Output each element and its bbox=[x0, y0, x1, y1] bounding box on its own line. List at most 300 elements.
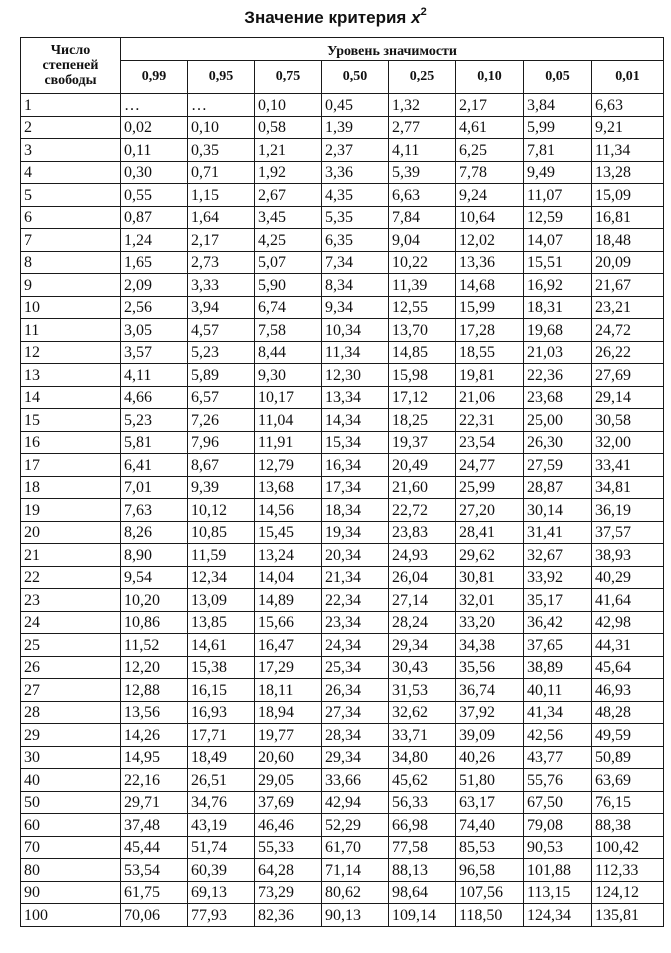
value-cell: 14,85 bbox=[389, 341, 456, 364]
value-cell: 22,34 bbox=[322, 589, 389, 612]
value-cell: 27,34 bbox=[322, 701, 389, 724]
value-cell: 2,17 bbox=[456, 94, 524, 117]
value-cell: 45,62 bbox=[389, 769, 456, 792]
value-cell: 5,39 bbox=[389, 161, 456, 184]
value-cell: 67,50 bbox=[524, 791, 592, 814]
value-cell: 61,70 bbox=[322, 836, 389, 859]
value-cell: 36,74 bbox=[456, 679, 524, 702]
value-cell: 17,71 bbox=[188, 724, 255, 747]
value-cell: 10,85 bbox=[188, 521, 255, 544]
value-cell: 24,77 bbox=[456, 454, 524, 477]
value-cell: 7,58 bbox=[255, 319, 322, 342]
value-cell: 27,20 bbox=[456, 499, 524, 522]
value-cell: 4,57 bbox=[188, 319, 255, 342]
value-cell: 88,38 bbox=[592, 814, 664, 837]
value-cell: 109,14 bbox=[389, 904, 456, 927]
value-cell: 1,21 bbox=[255, 139, 322, 162]
value-cell: 8,67 bbox=[188, 454, 255, 477]
value-cell: 7,01 bbox=[121, 476, 188, 499]
column-header: 0,95 bbox=[188, 61, 255, 94]
column-header: 0,50 bbox=[322, 61, 389, 94]
value-cell: 11,34 bbox=[322, 341, 389, 364]
value-cell: 96,58 bbox=[456, 859, 524, 882]
df-column-header: Число степеней свободы bbox=[21, 38, 121, 94]
value-cell: 14,68 bbox=[456, 274, 524, 297]
df-cell: 21 bbox=[21, 544, 121, 567]
value-cell: 1,92 bbox=[255, 161, 322, 184]
value-cell: 15,34 bbox=[322, 431, 389, 454]
df-cell: 23 bbox=[21, 589, 121, 612]
column-header: 0,25 bbox=[389, 61, 456, 94]
value-cell: 30,43 bbox=[389, 656, 456, 679]
value-cell: 29,62 bbox=[456, 544, 524, 567]
value-cell: 3,45 bbox=[255, 206, 322, 229]
value-cell: 1,39 bbox=[322, 116, 389, 139]
value-cell: 19,37 bbox=[389, 431, 456, 454]
value-cell: 1,65 bbox=[121, 251, 188, 274]
value-cell: 37,48 bbox=[121, 814, 188, 837]
value-cell: 13,85 bbox=[188, 611, 255, 634]
value-cell: 5,81 bbox=[121, 431, 188, 454]
value-cell: 40,26 bbox=[456, 746, 524, 769]
title-symbol: x bbox=[411, 8, 421, 27]
value-cell: 0,02 bbox=[121, 116, 188, 139]
value-cell: 36,42 bbox=[524, 611, 592, 634]
value-cell: 17,29 bbox=[255, 656, 322, 679]
value-cell: 39,09 bbox=[456, 724, 524, 747]
value-cell: 25,99 bbox=[456, 476, 524, 499]
value-cell: 0,71 bbox=[188, 161, 255, 184]
table-row bbox=[21, 454, 664, 477]
value-cell: 15,38 bbox=[188, 656, 255, 679]
value-cell: 14,07 bbox=[524, 229, 592, 252]
value-cell: 7,34 bbox=[322, 251, 389, 274]
value-cell: 0,58 bbox=[255, 116, 322, 139]
table-row bbox=[21, 814, 664, 837]
value-cell: 12,20 bbox=[121, 656, 188, 679]
value-cell: 77,58 bbox=[389, 836, 456, 859]
value-cell: 13,24 bbox=[255, 544, 322, 567]
df-cell: 18 bbox=[21, 476, 121, 499]
value-cell: 26,34 bbox=[322, 679, 389, 702]
df-cell: 6 bbox=[21, 206, 121, 229]
value-cell: 37,69 bbox=[255, 791, 322, 814]
value-cell: 9,39 bbox=[188, 476, 255, 499]
table-row bbox=[21, 229, 664, 252]
table-row bbox=[21, 319, 664, 342]
table-row bbox=[21, 296, 664, 319]
value-cell: 55,76 bbox=[524, 769, 592, 792]
value-cell: 1,32 bbox=[389, 94, 456, 117]
df-cell: 4 bbox=[21, 161, 121, 184]
value-cell: 15,66 bbox=[255, 611, 322, 634]
value-cell: 12,02 bbox=[456, 229, 524, 252]
value-cell: 18,25 bbox=[389, 409, 456, 432]
value-cell: 23,68 bbox=[524, 386, 592, 409]
value-cell: 14,61 bbox=[188, 634, 255, 657]
value-cell: 9,21 bbox=[592, 116, 664, 139]
value-cell: 2,67 bbox=[255, 184, 322, 207]
value-cell: 63,69 bbox=[592, 769, 664, 792]
value-cell: 40,29 bbox=[592, 566, 664, 589]
table-row bbox=[21, 836, 664, 859]
df-cell: 90 bbox=[21, 881, 121, 904]
value-cell: 22,31 bbox=[456, 409, 524, 432]
value-cell: 45,44 bbox=[121, 836, 188, 859]
value-cell: 7,81 bbox=[524, 139, 592, 162]
value-cell: 26,22 bbox=[592, 341, 664, 364]
df-cell: 25 bbox=[21, 634, 121, 657]
value-cell: 14,26 bbox=[121, 724, 188, 747]
value-cell: 0,30 bbox=[121, 161, 188, 184]
value-cell: 43,19 bbox=[188, 814, 255, 837]
table-row bbox=[21, 589, 664, 612]
value-cell: 22,16 bbox=[121, 769, 188, 792]
value-cell: 5,35 bbox=[322, 206, 389, 229]
value-cell: 56,33 bbox=[389, 791, 456, 814]
value-cell: 50,89 bbox=[592, 746, 664, 769]
value-cell: 3,36 bbox=[322, 161, 389, 184]
value-cell: 42,56 bbox=[524, 724, 592, 747]
value-cell: 98,64 bbox=[389, 881, 456, 904]
value-cell: 8,34 bbox=[322, 274, 389, 297]
df-cell: 28 bbox=[21, 701, 121, 724]
value-cell: 20,49 bbox=[389, 454, 456, 477]
value-cell: 77,93 bbox=[188, 904, 255, 927]
value-cell: 34,38 bbox=[456, 634, 524, 657]
value-cell: 5,89 bbox=[188, 364, 255, 387]
value-cell: 13,34 bbox=[322, 386, 389, 409]
value-cell: 2,73 bbox=[188, 251, 255, 274]
value-cell: 38,93 bbox=[592, 544, 664, 567]
value-cell: 7,63 bbox=[121, 499, 188, 522]
df-cell: 60 bbox=[21, 814, 121, 837]
df-cell: 1 bbox=[21, 94, 121, 117]
value-cell: 53,54 bbox=[121, 859, 188, 882]
value-cell: 2,37 bbox=[322, 139, 389, 162]
value-cell: 60,39 bbox=[188, 859, 255, 882]
value-cell: 21,03 bbox=[524, 341, 592, 364]
value-cell: 34,76 bbox=[188, 791, 255, 814]
value-cell: 4,66 bbox=[121, 386, 188, 409]
table-row bbox=[21, 409, 664, 432]
table-row bbox=[21, 881, 664, 904]
value-cell: 32,67 bbox=[524, 544, 592, 567]
value-cell: 85,53 bbox=[456, 836, 524, 859]
value-cell: 18,94 bbox=[255, 701, 322, 724]
value-cell: 74,40 bbox=[456, 814, 524, 837]
value-cell: 30,58 bbox=[592, 409, 664, 432]
value-cell: 26,04 bbox=[389, 566, 456, 589]
value-cell: 3,05 bbox=[121, 319, 188, 342]
value-cell: 11,52 bbox=[121, 634, 188, 657]
table-row bbox=[21, 544, 664, 567]
value-cell: 19,68 bbox=[524, 319, 592, 342]
df-cell: 27 bbox=[21, 679, 121, 702]
significance-level-header: Уровень значимости bbox=[121, 38, 664, 61]
value-cell: 118,50 bbox=[456, 904, 524, 927]
table-row bbox=[21, 859, 664, 882]
value-cell: 12,79 bbox=[255, 454, 322, 477]
value-cell: 21,06 bbox=[456, 386, 524, 409]
value-cell: 34,80 bbox=[389, 746, 456, 769]
table-row bbox=[21, 431, 664, 454]
df-cell: 14 bbox=[21, 386, 121, 409]
value-cell: 2,09 bbox=[121, 274, 188, 297]
value-cell: 23,83 bbox=[389, 521, 456, 544]
value-cell: 30,14 bbox=[524, 499, 592, 522]
value-cell: 9,04 bbox=[389, 229, 456, 252]
value-cell: 12,34 bbox=[188, 566, 255, 589]
value-cell: 29,34 bbox=[389, 634, 456, 657]
table-row bbox=[21, 769, 664, 792]
df-cell: 40 bbox=[21, 769, 121, 792]
column-header: 0,05 bbox=[524, 61, 592, 94]
value-cell: 25,00 bbox=[524, 409, 592, 432]
value-cell: 7,78 bbox=[456, 161, 524, 184]
value-cell: 18,31 bbox=[524, 296, 592, 319]
value-cell: 14,34 bbox=[322, 409, 389, 432]
table-row bbox=[21, 499, 664, 522]
table-row bbox=[21, 364, 664, 387]
value-cell: 27,59 bbox=[524, 454, 592, 477]
value-cell: 16,93 bbox=[188, 701, 255, 724]
value-cell: 16,92 bbox=[524, 274, 592, 297]
value-cell: 44,31 bbox=[592, 634, 664, 657]
value-cell: 10,34 bbox=[322, 319, 389, 342]
df-cell: 100 bbox=[21, 904, 121, 927]
value-cell: 0,35 bbox=[188, 139, 255, 162]
value-cell: 7,26 bbox=[188, 409, 255, 432]
value-cell: 29,14 bbox=[592, 386, 664, 409]
value-cell: 5,90 bbox=[255, 274, 322, 297]
value-cell: 15,99 bbox=[456, 296, 524, 319]
value-cell: 90,53 bbox=[524, 836, 592, 859]
table-row bbox=[21, 116, 664, 139]
value-cell: 21,60 bbox=[389, 476, 456, 499]
df-cell: 26 bbox=[21, 656, 121, 679]
value-cell: 29,34 bbox=[322, 746, 389, 769]
page-title bbox=[0, 4, 671, 32]
value-cell: 4,35 bbox=[322, 184, 389, 207]
value-cell: 79,08 bbox=[524, 814, 592, 837]
value-cell: 5,23 bbox=[121, 409, 188, 432]
value-cell: 0,10 bbox=[255, 94, 322, 117]
df-cell: 17 bbox=[21, 454, 121, 477]
value-cell: 7,84 bbox=[389, 206, 456, 229]
df-cell: 9 bbox=[21, 274, 121, 297]
value-cell: 15,09 bbox=[592, 184, 664, 207]
table-row bbox=[21, 476, 664, 499]
value-cell: 27,14 bbox=[389, 589, 456, 612]
value-cell: 1,64 bbox=[188, 206, 255, 229]
value-cell: 42,94 bbox=[322, 791, 389, 814]
df-cell: 50 bbox=[21, 791, 121, 814]
value-cell: 32,01 bbox=[456, 589, 524, 612]
column-header: 0,01 bbox=[592, 61, 664, 94]
value-cell: 6,63 bbox=[389, 184, 456, 207]
value-cell: 33,41 bbox=[592, 454, 664, 477]
df-cell: 15 bbox=[21, 409, 121, 432]
value-cell: 6,57 bbox=[188, 386, 255, 409]
value-cell: 82,36 bbox=[255, 904, 322, 927]
value-cell: 71,14 bbox=[322, 859, 389, 882]
value-cell: 5,23 bbox=[188, 341, 255, 364]
table-row bbox=[21, 791, 664, 814]
table-row bbox=[21, 724, 664, 747]
value-cell: 5,07 bbox=[255, 251, 322, 274]
value-cell: 52,29 bbox=[322, 814, 389, 837]
table-row bbox=[21, 161, 664, 184]
value-cell: 32,62 bbox=[389, 701, 456, 724]
value-cell: 3,94 bbox=[188, 296, 255, 319]
value-cell: 41,34 bbox=[524, 701, 592, 724]
value-cell: 10,12 bbox=[188, 499, 255, 522]
value-cell: 2,56 bbox=[121, 296, 188, 319]
table-row bbox=[21, 611, 664, 634]
value-cell: 48,28 bbox=[592, 701, 664, 724]
value-cell: 51,74 bbox=[188, 836, 255, 859]
value-cell: 6,41 bbox=[121, 454, 188, 477]
title-text: Значение критерия bbox=[244, 8, 407, 27]
value-cell: 88,13 bbox=[389, 859, 456, 882]
value-cell: 28,34 bbox=[322, 724, 389, 747]
value-cell: 63,17 bbox=[456, 791, 524, 814]
table-row bbox=[21, 341, 664, 364]
value-cell: 31,53 bbox=[389, 679, 456, 702]
value-cell: 34,81 bbox=[592, 476, 664, 499]
value-cell: 26,30 bbox=[524, 431, 592, 454]
value-cell: 11,07 bbox=[524, 184, 592, 207]
value-cell: 80,62 bbox=[322, 881, 389, 904]
value-cell: 33,92 bbox=[524, 566, 592, 589]
df-cell: 5 bbox=[21, 184, 121, 207]
value-cell: 14,56 bbox=[255, 499, 322, 522]
value-cell: 5,99 bbox=[524, 116, 592, 139]
df-cell: 8 bbox=[21, 251, 121, 274]
value-cell: 23,34 bbox=[322, 611, 389, 634]
value-cell: 43,77 bbox=[524, 746, 592, 769]
value-cell: 4,61 bbox=[456, 116, 524, 139]
value-cell: 0,45 bbox=[322, 94, 389, 117]
df-cell: 22 bbox=[21, 566, 121, 589]
value-cell: 7,96 bbox=[188, 431, 255, 454]
table-row bbox=[21, 634, 664, 657]
df-cell: 30 bbox=[21, 746, 121, 769]
df-cell: 16 bbox=[21, 431, 121, 454]
value-cell: 16,15 bbox=[188, 679, 255, 702]
column-header: 0,10 bbox=[456, 61, 524, 94]
value-cell: 46,46 bbox=[255, 814, 322, 837]
value-cell: 19,81 bbox=[456, 364, 524, 387]
value-cell: 38,89 bbox=[524, 656, 592, 679]
value-cell: 0,11 bbox=[121, 139, 188, 162]
value-cell: 12,55 bbox=[389, 296, 456, 319]
table-body bbox=[21, 94, 664, 927]
value-cell: 20,60 bbox=[255, 746, 322, 769]
value-cell: 22,72 bbox=[389, 499, 456, 522]
value-cell: 14,89 bbox=[255, 589, 322, 612]
value-cell: 24,93 bbox=[389, 544, 456, 567]
table-row bbox=[21, 521, 664, 544]
table-row bbox=[21, 274, 664, 297]
value-cell: 2,77 bbox=[389, 116, 456, 139]
df-cell: 2 bbox=[21, 116, 121, 139]
value-cell: 11,59 bbox=[188, 544, 255, 567]
value-cell: 17,28 bbox=[456, 319, 524, 342]
table-row bbox=[21, 386, 664, 409]
value-cell: … bbox=[188, 94, 255, 117]
value-cell: 21,34 bbox=[322, 566, 389, 589]
df-cell: 13 bbox=[21, 364, 121, 387]
value-cell: 9,49 bbox=[524, 161, 592, 184]
value-cell: 11,04 bbox=[255, 409, 322, 432]
value-cell: 28,87 bbox=[524, 476, 592, 499]
value-cell: 6,74 bbox=[255, 296, 322, 319]
value-cell: 51,80 bbox=[456, 769, 524, 792]
value-cell: 37,65 bbox=[524, 634, 592, 657]
value-cell: 13,70 bbox=[389, 319, 456, 342]
value-cell: 26,51 bbox=[188, 769, 255, 792]
table-row bbox=[21, 139, 664, 162]
value-cell: 16,34 bbox=[322, 454, 389, 477]
value-cell: 9,24 bbox=[456, 184, 524, 207]
value-cell: 6,63 bbox=[592, 94, 664, 117]
df-cell: 7 bbox=[21, 229, 121, 252]
value-cell: 15,45 bbox=[255, 521, 322, 544]
value-cell: 9,54 bbox=[121, 566, 188, 589]
value-cell: 16,81 bbox=[592, 206, 664, 229]
value-cell: 15,98 bbox=[389, 364, 456, 387]
value-cell: 8,26 bbox=[121, 521, 188, 544]
value-cell: 17,12 bbox=[389, 386, 456, 409]
value-cell: 35,56 bbox=[456, 656, 524, 679]
value-cell: 13,28 bbox=[592, 161, 664, 184]
value-cell: 18,34 bbox=[322, 499, 389, 522]
value-cell: 1,24 bbox=[121, 229, 188, 252]
value-cell: 100,42 bbox=[592, 836, 664, 859]
value-cell: 64,28 bbox=[255, 859, 322, 882]
value-cell: 27,69 bbox=[592, 364, 664, 387]
value-cell: 73,29 bbox=[255, 881, 322, 904]
value-cell: 135,81 bbox=[592, 904, 664, 927]
value-cell: 23,21 bbox=[592, 296, 664, 319]
table-row bbox=[21, 656, 664, 679]
df-cell: 19 bbox=[21, 499, 121, 522]
value-cell: 37,57 bbox=[592, 521, 664, 544]
table-row bbox=[21, 566, 664, 589]
value-cell: 12,59 bbox=[524, 206, 592, 229]
value-cell: 55,33 bbox=[255, 836, 322, 859]
value-cell: 22,36 bbox=[524, 364, 592, 387]
table-row bbox=[21, 251, 664, 274]
table-row bbox=[21, 904, 664, 927]
value-cell: 29,05 bbox=[255, 769, 322, 792]
table-row bbox=[21, 184, 664, 207]
value-cell: 23,54 bbox=[456, 431, 524, 454]
table-header bbox=[21, 38, 664, 94]
value-cell: 33,66 bbox=[322, 769, 389, 792]
table-row bbox=[21, 206, 664, 229]
value-cell: 18,55 bbox=[456, 341, 524, 364]
value-cell: 29,71 bbox=[121, 791, 188, 814]
table-row bbox=[21, 94, 664, 117]
value-cell: 33,71 bbox=[389, 724, 456, 747]
value-cell: 101,88 bbox=[524, 859, 592, 882]
value-cell: 33,20 bbox=[456, 611, 524, 634]
value-cell: 10,20 bbox=[121, 589, 188, 612]
value-cell: 18,48 bbox=[592, 229, 664, 252]
